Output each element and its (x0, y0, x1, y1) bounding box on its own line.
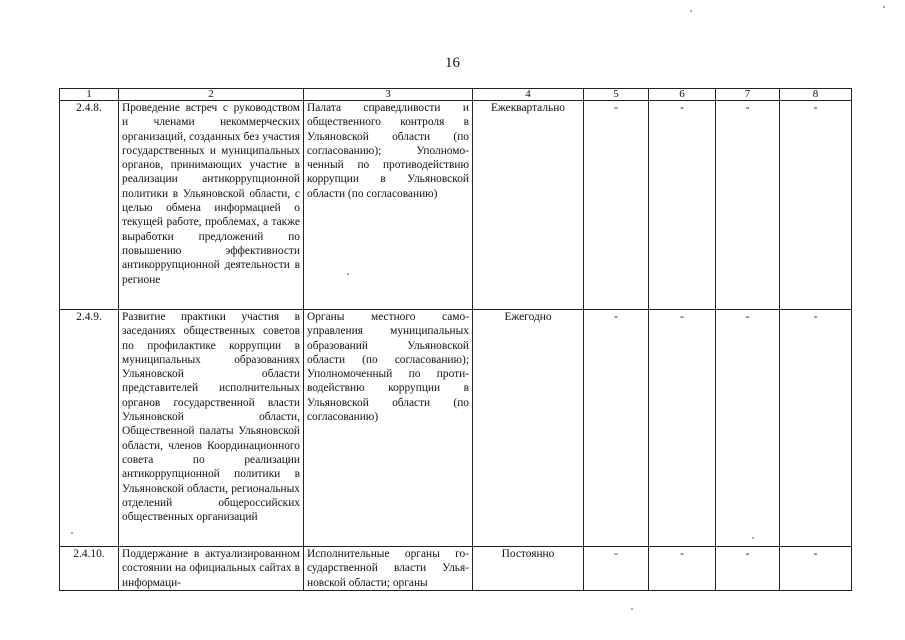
column-6-value: - (649, 310, 716, 547)
header-cell-1: 1 (60, 89, 119, 101)
header-cell-8: 8 (780, 89, 852, 101)
column-6-value: - (649, 101, 716, 310)
execution-period: Постоянно (473, 547, 584, 591)
scan-speck (631, 608, 633, 610)
column-5-value: - (584, 310, 649, 547)
table-row (60, 101, 852, 310)
responsible-executors: Исполнительные органы государственной власти Ульяновской области; органы (304, 547, 473, 591)
row-number: 2.4.9. (60, 310, 119, 547)
header-cell-2: 2 (119, 89, 304, 101)
responsible-executors: Органы местного самоуправления муниципальных образований Ульяновской области (по согласованию); Уполномоченный по противодействию коррупции в Ульяновской области (по согласованию) (304, 310, 473, 547)
scan-speck (752, 537, 754, 539)
column-5-value: - (584, 101, 649, 310)
execution-period: Ежеквартально (473, 101, 584, 310)
event-description: Поддержание в актуализированном состоянии на официальных сайтах в информаци- (119, 547, 304, 591)
column-8-value: - (780, 310, 852, 547)
plan-table (59, 88, 852, 591)
column-7-value: - (716, 310, 780, 547)
row-number: 2.4.10. (60, 547, 119, 591)
row-number: 2.4.8. (60, 101, 119, 310)
scan-speck (883, 6, 885, 8)
column-6-value: - (649, 547, 716, 591)
event-description: Развитие практики участия в заседаниях общественных советов по профилактике коррупции в муниципальных образованиях Ульяновской области представителей исполнительных органов государственной власти Ульяновской области, Общественной палаты Ульяновской области, членов Координационного совета по реализации антикоррупционной политики в Ульяновской области, региональных отделений общероссийских общественных организаций (119, 310, 304, 547)
column-7-value: - (716, 101, 780, 310)
scan-speck (347, 273, 349, 275)
column-8-value: - (780, 547, 852, 591)
page-number: 16 (445, 55, 460, 71)
column-5-value: - (584, 547, 649, 591)
header-cell-4: 4 (473, 89, 584, 101)
table-row (60, 310, 852, 547)
event-description: Проведение встреч с руководством и членами некоммерческих организаций, созданных без участия государственных и муниципальных органов, принимающих участие в реализации антикоррупционной политики в Ульяновской области, с целью обмена информацией о текущей работе, проблемах, а также выработки предложений по повышению эффективности антикоррупционной деятельности в регионе (119, 101, 304, 310)
header-cell-6: 6 (649, 89, 716, 101)
table-row (60, 547, 852, 591)
column-8-value: - (780, 101, 852, 310)
scan-speck (71, 532, 73, 534)
column-7-value: - (716, 547, 780, 591)
header-cell-7: 7 (716, 89, 780, 101)
execution-period: Ежегодно (473, 310, 584, 547)
header-cell-5: 5 (584, 89, 649, 101)
scan-speck (690, 10, 692, 12)
header-cell-3: 3 (304, 89, 473, 101)
responsible-executors: Палата справедливости и общественного контроля в Ульяновской области (по согласованию); Уполномоченный по противодействию коррупции в Ульяновской области (по согласованию) (304, 101, 473, 310)
header-row (60, 89, 852, 101)
